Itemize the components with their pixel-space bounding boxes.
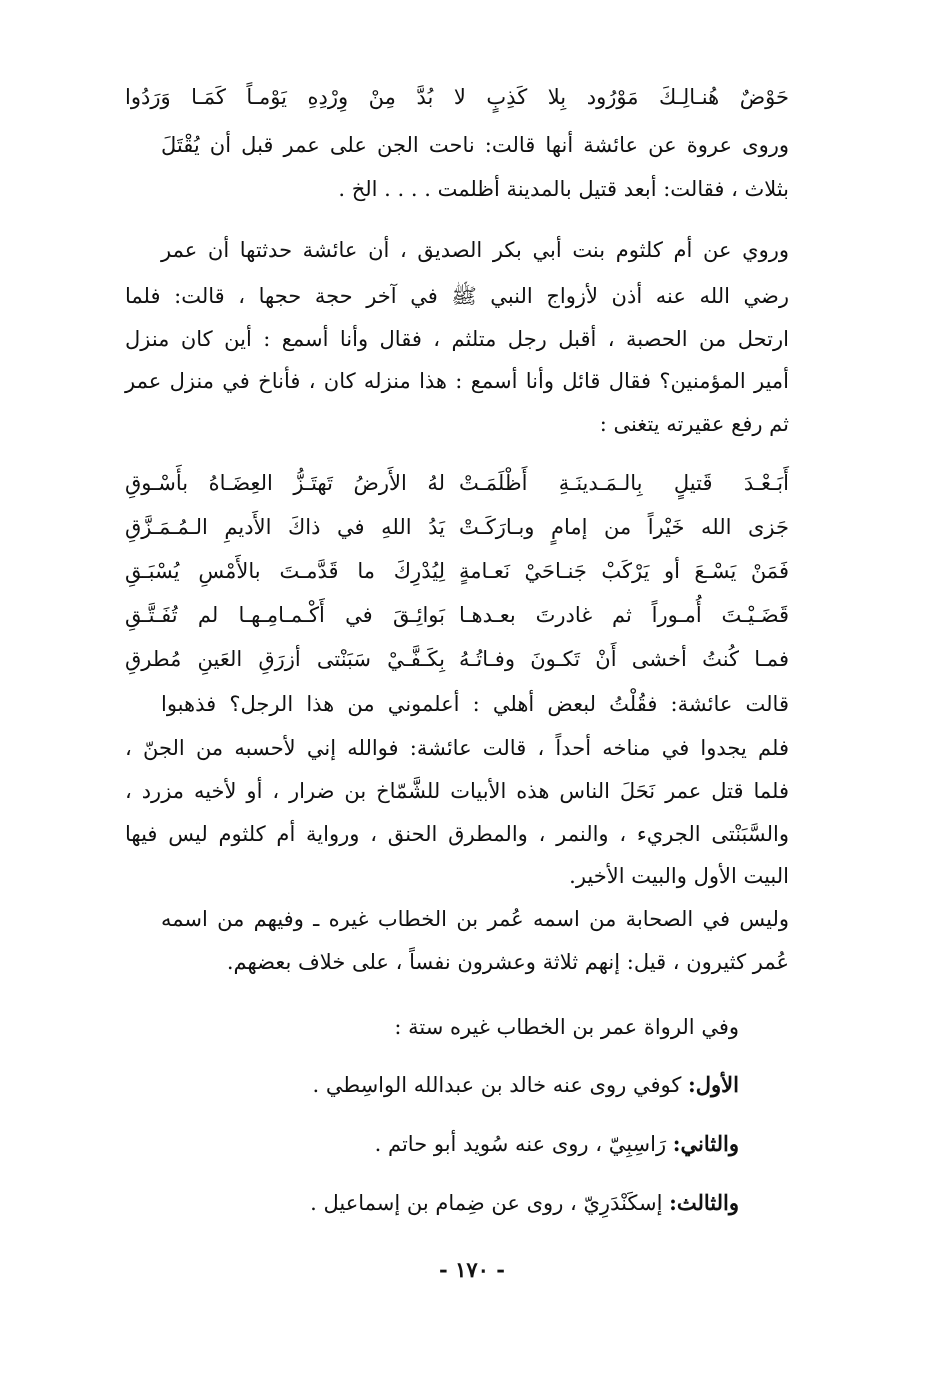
poem-second-hemistich: لهُ الأَرضُ تَهتَـزُّ العِضَـاهُ بأَسْـوقِ (125, 471, 445, 495)
paragraph-line: رضي الله عنه أذن لأزواج النبي ﷺ في آخر حجة حجها ، قالت: فلما (125, 284, 789, 308)
narrator-label: والثاني: (672, 1131, 739, 1156)
poem-first-hemistich: فمـا كُنتُ أخشى أَنْ تَكـونَ وفـاتُـهُ (459, 647, 789, 671)
paragraph-line: أمير المؤمنين؟ فقال قائل وأنا أسمع : هذا منزله كان ، فأناخ في منزل عمر (125, 369, 789, 393)
paragraph-line: وليس في الصحابة من اسمه عُمر بن الخطاب غيره ـ وفيهم من اسمه (161, 907, 789, 931)
poem-second-hemistich: لِيُدْرِكَ ما قَدَّمـتَ بالأَمْسِ يُسْبَـقِ (125, 559, 445, 583)
narrator-label: الأول: (688, 1072, 739, 1097)
paragraph-line: وروي عن أم كلثوم بنت أبي بكر الصديق ، أن عائشة حدثتها أن عمر (161, 238, 789, 262)
opening-verse (125, 80, 789, 114)
paragraph-line: فلم يجدوا في مناخه أحداً ، قالت عائشة: فوالله إني لأحسبه من الجنّ ، (125, 736, 789, 760)
paragraph-line: والسَّبَنْتى الجريء ، والنمر ، والمطرق الحنق ، ورواية أم كلثوم ليس فيها (125, 822, 789, 846)
poem-verse (125, 598, 789, 632)
paragraph-line: ثم رفع عقيرته يتغنى : (599, 412, 789, 436)
poem-verse (125, 642, 789, 676)
narrator-item (375, 1127, 739, 1161)
poem-first-hemistich: فَمَنْ يَسْـعَ أو يَرْكَبْ جَنـاحَيْ نَعـامةٍ (459, 559, 789, 583)
paragraph-line: عُمر كثيرون ، قيل: إنهم ثلاثة وعشرون نفساً ، على خلاف بعضهم. (226, 950, 789, 974)
opening-verse-text: حَوْضٌ هُنـالِـكَ مَوْرُود بِلا كَذِبٍ لا بُدَّ مِنْ وِرْدِهِ يَوْمـاً كَمَـا وَرَدُوا (125, 85, 789, 109)
paragraph-line: وروى عروة عن عائشة أنها قالت: ناحت الجن على عمر قبل أن يُقْتَلَ (161, 133, 789, 157)
poem-verse (125, 510, 789, 544)
poem-second-hemistich: يَدُ اللهِ في ذاكَ الأَديمِ الـمُـمَـزَّقِ (125, 515, 445, 539)
page-number: - ١٧٠ - (439, 1257, 505, 1282)
poem-second-hemistich: بِكَـفَّـيْ سَبَنْتى أزرَقِ العَينِ مُطرقِ (125, 647, 445, 671)
paragraph-line: ارتحل من الحصبة ، أقبل رجل متلثم ، فقال وأنا أسمع : أين كان منزل (125, 327, 789, 351)
poem-second-hemistich: بَوائِـقَ في أَكْـمـامِـهـا لم تُفَـتَّـقِ (125, 603, 445, 627)
poem-first-hemistich: أَبَـعْـدَ قَتيلٍ بِالـمَـدينَـةِ أَظْلَمَـتْ (459, 471, 789, 495)
poem-verse (125, 466, 789, 500)
paragraph-line: البيت الأول والبيت الأخير. (569, 864, 789, 888)
narrator-text: كوفي روى عنه خالد بن عبدالله الواسِطي . (312, 1073, 689, 1097)
narrator-item (313, 1068, 740, 1102)
paragraph-line: قالت عائشة: فقُلْتُ لبعض أهلي : أعلموني من هذا الرجل؟ فذهبوا (161, 692, 789, 716)
poem-first-hemistich: جَزى الله خَيْراً من إمامٍ وبـارَكَـتْ (459, 515, 789, 539)
paragraph-line: فلما قتل عمر نَحَلَ الناس هذه الأبيات للشَّمّاخ بن ضرار ، أو لأخيه مزرد ، (125, 779, 789, 803)
narrator-label: والثالث: (669, 1190, 739, 1215)
narrator-item (310, 1186, 739, 1220)
poem-first-hemistich: قَضَـيْـتَ أُمـوراً ثم غادرتَ بعـدهـا (459, 603, 789, 627)
narrator-text: إسكَنْدَرِيّ ، روى عن ضِمام بن إسماعيل . (310, 1191, 670, 1215)
narrators-intro: وفي الرواة عمر بن الخطاب غيره ستة : (394, 1015, 739, 1039)
paragraph-line: بثلاث ، فقالت: أبعد قتيل بالمدينة أظلمت . . . . الخ . (338, 177, 789, 201)
narrator-text: رَاسِبِيّ ، روى عنه سُويد أبو حاتم . (374, 1132, 673, 1156)
poem-verse (125, 554, 789, 588)
